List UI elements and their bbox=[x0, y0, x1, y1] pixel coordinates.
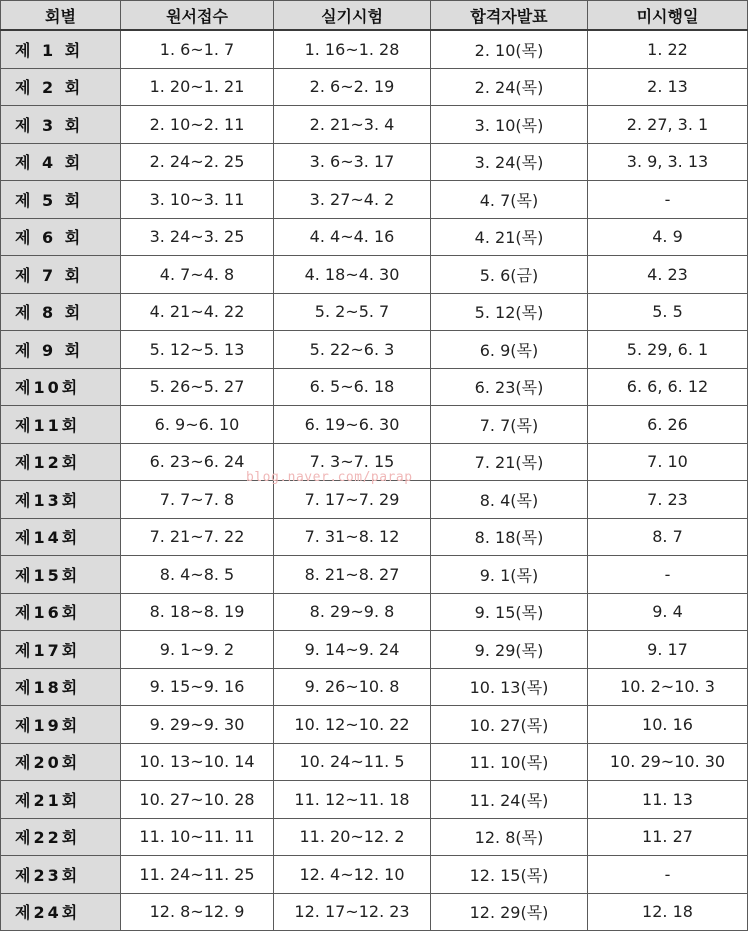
non-exam-day-cell: - bbox=[588, 181, 748, 219]
application-cell: 9. 15~9. 16 bbox=[121, 668, 274, 706]
non-exam-day-cell: 9. 17 bbox=[588, 631, 748, 669]
round-cell: 제12회 bbox=[1, 443, 121, 481]
non-exam-day-cell: 4. 9 bbox=[588, 218, 748, 256]
round-cell: 제 8 회 bbox=[1, 293, 121, 331]
non-exam-day-cell: 11. 27 bbox=[588, 818, 748, 856]
practical-exam-cell: 4. 18~4. 30 bbox=[274, 256, 431, 294]
round-cell: 제 7 회 bbox=[1, 256, 121, 294]
result-cell: 7. 21(목) bbox=[431, 443, 588, 481]
application-cell: 6. 9~6. 10 bbox=[121, 406, 274, 444]
table-row bbox=[1, 218, 748, 256]
practical-exam-cell: 8. 21~8. 27 bbox=[274, 556, 431, 594]
application-cell: 10. 13~10. 14 bbox=[121, 743, 274, 781]
result-cell: 2. 24(목) bbox=[431, 68, 588, 106]
round-cell: 제19회 bbox=[1, 706, 121, 744]
practical-exam-cell: 1. 16~1. 28 bbox=[274, 30, 431, 68]
application-cell: 4. 21~4. 22 bbox=[121, 293, 274, 331]
round-cell: 제13회 bbox=[1, 481, 121, 519]
round-cell: 제 2 회 bbox=[1, 68, 121, 106]
header-round: 회별 bbox=[1, 1, 121, 31]
application-cell: 7. 7~7. 8 bbox=[121, 481, 274, 519]
table-row bbox=[1, 143, 748, 181]
round-cell: 제23회 bbox=[1, 856, 121, 894]
practical-exam-cell: 5. 2~5. 7 bbox=[274, 293, 431, 331]
application-cell: 2. 24~2. 25 bbox=[121, 143, 274, 181]
round-cell: 제24회 bbox=[1, 893, 121, 931]
practical-exam-cell: 6. 5~6. 18 bbox=[274, 368, 431, 406]
application-cell: 11. 10~11. 11 bbox=[121, 818, 274, 856]
non-exam-day-cell: 7. 23 bbox=[588, 481, 748, 519]
table-row bbox=[1, 443, 748, 481]
application-cell: 1. 6~1. 7 bbox=[121, 30, 274, 68]
practical-exam-cell: 3. 6~3. 17 bbox=[274, 143, 431, 181]
round-cell: 제 4 회 bbox=[1, 143, 121, 181]
practical-exam-cell: 3. 27~4. 2 bbox=[274, 181, 431, 219]
result-cell: 5. 12(목) bbox=[431, 293, 588, 331]
round-cell: 제10회 bbox=[1, 368, 121, 406]
non-exam-day-cell: 4. 23 bbox=[588, 256, 748, 294]
practical-exam-cell: 4. 4~4. 16 bbox=[274, 218, 431, 256]
watermark: blog.naver.com/parap bbox=[246, 470, 413, 485]
round-cell: 제11회 bbox=[1, 406, 121, 444]
non-exam-day-cell: 10. 2~10. 3 bbox=[588, 668, 748, 706]
application-cell: 5. 12~5. 13 bbox=[121, 331, 274, 369]
practical-exam-cell: 7. 3~7. 15 bbox=[274, 443, 431, 481]
round-cell: 제16회 bbox=[1, 593, 121, 631]
application-cell: 9. 29~9. 30 bbox=[121, 706, 274, 744]
table-row bbox=[1, 518, 748, 556]
application-cell: 8. 4~8. 5 bbox=[121, 556, 274, 594]
result-cell: 8. 18(목) bbox=[431, 518, 588, 556]
round-cell: 제 5 회 bbox=[1, 181, 121, 219]
non-exam-day-cell: 2. 27, 3. 1 bbox=[588, 106, 748, 144]
result-cell: 11. 10(목) bbox=[431, 743, 588, 781]
round-cell: 제18회 bbox=[1, 668, 121, 706]
non-exam-day-cell: 7. 10 bbox=[588, 443, 748, 481]
practical-exam-cell: 12. 4~12. 10 bbox=[274, 856, 431, 894]
application-cell: 12. 8~12. 9 bbox=[121, 893, 274, 931]
non-exam-day-cell: 6. 6, 6. 12 bbox=[588, 368, 748, 406]
result-cell: 2. 10(목) bbox=[431, 30, 588, 68]
application-cell: 11. 24~11. 25 bbox=[121, 856, 274, 894]
result-cell: 12. 29(목) bbox=[431, 893, 588, 931]
result-cell: 4. 21(목) bbox=[431, 218, 588, 256]
table-row bbox=[1, 368, 748, 406]
result-cell: 9. 1(목) bbox=[431, 556, 588, 594]
practical-exam-cell: 12. 17~12. 23 bbox=[274, 893, 431, 931]
practical-exam-cell: 10. 12~10. 22 bbox=[274, 706, 431, 744]
result-cell: 3. 10(목) bbox=[431, 106, 588, 144]
header-application: 원서접수 bbox=[121, 1, 274, 31]
result-cell: 6. 23(목) bbox=[431, 368, 588, 406]
header-non-exam-days: 미시행일 bbox=[588, 1, 748, 31]
application-cell: 7. 21~7. 22 bbox=[121, 518, 274, 556]
table-row bbox=[1, 893, 748, 931]
table-row bbox=[1, 106, 748, 144]
application-cell: 6. 23~6. 24 bbox=[121, 443, 274, 481]
result-cell: 5. 6(금) bbox=[431, 256, 588, 294]
round-cell: 제21회 bbox=[1, 781, 121, 819]
practical-exam-cell: 2. 21~3. 4 bbox=[274, 106, 431, 144]
result-cell: 11. 24(목) bbox=[431, 781, 588, 819]
table-row bbox=[1, 30, 748, 68]
result-cell: 7. 7(목) bbox=[431, 406, 588, 444]
result-cell: 12. 8(목) bbox=[431, 818, 588, 856]
round-cell: 제20회 bbox=[1, 743, 121, 781]
application-cell: 2. 10~2. 11 bbox=[121, 106, 274, 144]
non-exam-day-cell: 2. 13 bbox=[588, 68, 748, 106]
non-exam-day-cell: 9. 4 bbox=[588, 593, 748, 631]
table-row bbox=[1, 743, 748, 781]
non-exam-day-cell: 10. 16 bbox=[588, 706, 748, 744]
table-row bbox=[1, 181, 748, 219]
round-cell: 제 6 회 bbox=[1, 218, 121, 256]
round-cell: 제 3 회 bbox=[1, 106, 121, 144]
non-exam-day-cell: - bbox=[588, 556, 748, 594]
table-row bbox=[1, 331, 748, 369]
application-cell: 10. 27~10. 28 bbox=[121, 781, 274, 819]
round-cell: 제15회 bbox=[1, 556, 121, 594]
application-cell: 9. 1~9. 2 bbox=[121, 631, 274, 669]
application-cell: 1. 20~1. 21 bbox=[121, 68, 274, 106]
table-header bbox=[1, 1, 748, 31]
practical-exam-cell: 5. 22~6. 3 bbox=[274, 331, 431, 369]
non-exam-day-cell: 11. 13 bbox=[588, 781, 748, 819]
header-row bbox=[1, 1, 748, 31]
table-row bbox=[1, 593, 748, 631]
table-row bbox=[1, 406, 748, 444]
non-exam-day-cell: - bbox=[588, 856, 748, 894]
application-cell: 5. 26~5. 27 bbox=[121, 368, 274, 406]
result-cell: 8. 4(목) bbox=[431, 481, 588, 519]
result-cell: 9. 15(목) bbox=[431, 593, 588, 631]
result-cell: 10. 13(목) bbox=[431, 668, 588, 706]
non-exam-day-cell: 10. 29~10. 30 bbox=[588, 743, 748, 781]
practical-exam-cell: 7. 17~7. 29 bbox=[274, 481, 431, 519]
table-row bbox=[1, 293, 748, 331]
result-cell: 10. 27(목) bbox=[431, 706, 588, 744]
non-exam-day-cell: 5. 29, 6. 1 bbox=[588, 331, 748, 369]
table-row bbox=[1, 256, 748, 294]
table-row bbox=[1, 668, 748, 706]
practical-exam-cell: 10. 24~11. 5 bbox=[274, 743, 431, 781]
round-cell: 제17회 bbox=[1, 631, 121, 669]
result-cell: 3. 24(목) bbox=[431, 143, 588, 181]
table-row bbox=[1, 481, 748, 519]
table-row bbox=[1, 781, 748, 819]
practical-exam-cell: 7. 31~8. 12 bbox=[274, 518, 431, 556]
result-cell: 9. 29(목) bbox=[431, 631, 588, 669]
application-cell: 4. 7~4. 8 bbox=[121, 256, 274, 294]
application-cell: 8. 18~8. 19 bbox=[121, 593, 274, 631]
result-cell: 6. 9(목) bbox=[431, 331, 588, 369]
result-cell: 12. 15(목) bbox=[431, 856, 588, 894]
table-row bbox=[1, 856, 748, 894]
practical-exam-cell: 6. 19~6. 30 bbox=[274, 406, 431, 444]
non-exam-day-cell: 1. 22 bbox=[588, 30, 748, 68]
non-exam-day-cell: 5. 5 bbox=[588, 293, 748, 331]
table-row bbox=[1, 706, 748, 744]
practical-exam-cell: 9. 14~9. 24 bbox=[274, 631, 431, 669]
table-row bbox=[1, 68, 748, 106]
round-cell: 제 9 회 bbox=[1, 331, 121, 369]
table-row bbox=[1, 631, 748, 669]
application-cell: 3. 24~3. 25 bbox=[121, 218, 274, 256]
non-exam-day-cell: 12. 18 bbox=[588, 893, 748, 931]
non-exam-day-cell: 3. 9, 3. 13 bbox=[588, 143, 748, 181]
round-cell: 제22회 bbox=[1, 818, 121, 856]
practical-exam-cell: 9. 26~10. 8 bbox=[274, 668, 431, 706]
practical-exam-cell: 11. 12~11. 18 bbox=[274, 781, 431, 819]
practical-exam-cell: 8. 29~9. 8 bbox=[274, 593, 431, 631]
round-cell: 제 1 회 bbox=[1, 30, 121, 68]
result-cell: 4. 7(목) bbox=[431, 181, 588, 219]
table-row bbox=[1, 818, 748, 856]
practical-exam-cell: 11. 20~12. 2 bbox=[274, 818, 431, 856]
header-result-announcement: 합격자발표 bbox=[431, 1, 588, 31]
non-exam-day-cell: 8. 7 bbox=[588, 518, 748, 556]
header-practical-exam: 실기시험 bbox=[274, 1, 431, 31]
application-cell: 3. 10~3. 11 bbox=[121, 181, 274, 219]
table-body bbox=[1, 30, 748, 931]
non-exam-day-cell: 6. 26 bbox=[588, 406, 748, 444]
practical-exam-cell: 2. 6~2. 19 bbox=[274, 68, 431, 106]
table-row bbox=[1, 556, 748, 594]
round-cell: 제14회 bbox=[1, 518, 121, 556]
